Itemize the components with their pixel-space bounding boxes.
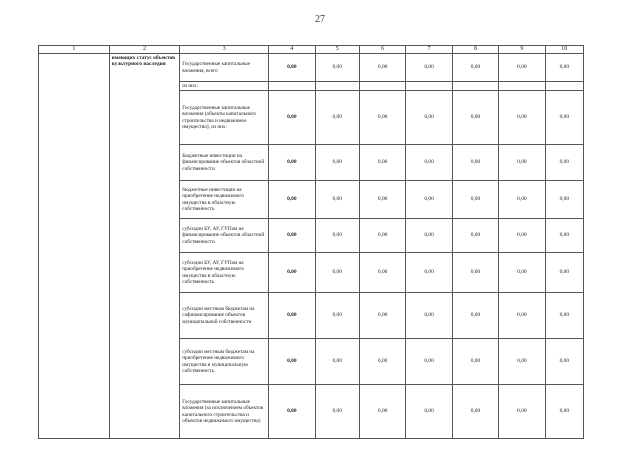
header-cell: 4 [269, 46, 315, 54]
value-cell: 0,00 [359, 181, 405, 219]
value-cell: 0,00 [406, 385, 452, 439]
value-cell: 0,00 [359, 253, 405, 293]
value-cell: 0,00 [452, 145, 498, 181]
value-cell: 0,00 [452, 181, 498, 219]
value-cell: 0,00 [545, 339, 583, 385]
value-cell: 0,00 [406, 91, 452, 145]
value-cell: 0,00 [269, 54, 315, 82]
header-cell: 6 [359, 46, 405, 54]
value-cell: 0,00 [315, 339, 359, 385]
value-cell: 0,00 [315, 293, 359, 339]
value-cell: 0,00 [499, 253, 545, 293]
header-cell: 8 [452, 46, 498, 54]
header-cell: 3 [180, 46, 269, 54]
value-cell: 0,00 [269, 219, 315, 253]
value-cell: 0,00 [499, 339, 545, 385]
row-label: Государственные капитальные вложения (за исключением объектов капитального строительства и объектов недвижимого имущества) [180, 385, 269, 439]
row-label: субсидии местным бюджетам на софинансирование объектов муниципальной собственности [180, 293, 269, 339]
object-label: имеющих статус объектов культурного наследия [109, 54, 180, 439]
investment-table [38, 45, 584, 439]
value-cell: 0,00 [545, 219, 583, 253]
value-cell: 0,00 [269, 385, 315, 439]
value-cell: 0,00 [315, 219, 359, 253]
value-cell: 0,00 [452, 385, 498, 439]
value-cell: 0,00 [545, 253, 583, 293]
value-cell: 0,00 [269, 181, 315, 219]
value-cell: 0,00 [359, 54, 405, 82]
value-cell: 0,00 [406, 293, 452, 339]
value-cell: 0,00 [269, 145, 315, 181]
value-cell: 0,00 [452, 91, 498, 145]
page-number: 27 [315, 14, 325, 25]
value-cell: 0,00 [359, 219, 405, 253]
value-cell: 0,00 [406, 181, 452, 219]
header-cell: 2 [109, 46, 180, 54]
value-cell: 0,00 [545, 181, 583, 219]
row-label: бюджетные инвестиции на приобретение недвижимого имущества в областную собственность [180, 181, 269, 219]
value-cell: 0,00 [452, 253, 498, 293]
value-cell: 0,00 [499, 91, 545, 145]
value-cell: 0,00 [406, 219, 452, 253]
value-cell: 0,00 [315, 253, 359, 293]
value-cell: 0,00 [315, 54, 359, 82]
value-cell: 0,00 [499, 145, 545, 181]
value-cell: 0,00 [545, 385, 583, 439]
header-cell: 9 [499, 46, 545, 54]
value-cell: 0,00 [315, 181, 359, 219]
value-cell: 0,00 [315, 385, 359, 439]
value-cell: 0,00 [269, 293, 315, 339]
value-cell: 0,00 [499, 181, 545, 219]
value-cell: 0,00 [269, 253, 315, 293]
value-cell: 0,00 [545, 91, 583, 145]
value-cell: 0,00 [499, 54, 545, 82]
value-cell: 0,00 [359, 385, 405, 439]
row-label: Государственные капитальные вложения, всего [180, 54, 269, 82]
row-label: субсидии БУ, АУ, ГУПам на финансирование объектов областной собственности [180, 219, 269, 253]
value-cell: 0,00 [315, 91, 359, 145]
row-label: субсидии БУ, АУ, ГУПам на приобретение недвижимого имущества в областную собственность [180, 253, 269, 293]
table-row [39, 54, 584, 82]
header-row [39, 46, 584, 54]
value-cell: 0,00 [499, 385, 545, 439]
value-cell: 0,00 [499, 293, 545, 339]
value-cell: 0,00 [406, 54, 452, 82]
value-cell: 0,00 [269, 339, 315, 385]
value-cell: 0,00 [406, 253, 452, 293]
value-cell: 0,00 [269, 91, 315, 145]
header-cell: 10 [545, 46, 583, 54]
header-cell: 5 [315, 46, 359, 54]
value-cell: 0,00 [359, 91, 405, 145]
row-label: субсидии местным бюджетам на приобретение недвижимого имущества в муниципальную собственность [180, 339, 269, 385]
empty-cell [39, 54, 110, 439]
value-cell: 0,00 [545, 145, 583, 181]
value-cell: 0,00 [452, 219, 498, 253]
value-cell: 0,00 [406, 339, 452, 385]
value-cell: 0,00 [359, 339, 405, 385]
header-cell: 1 [39, 46, 110, 54]
value-cell: 0,00 [315, 145, 359, 181]
value-cell: 0,00 [452, 293, 498, 339]
value-cell: 0,00 [359, 293, 405, 339]
value-cell: 0,00 [452, 54, 498, 82]
value-cell: 0,00 [359, 145, 405, 181]
value-cell: 0,00 [406, 145, 452, 181]
header-cell: 7 [406, 46, 452, 54]
value-cell: 0,00 [452, 339, 498, 385]
row-label: Бюджетные инвестиции на финансирование объектов областной собственности [180, 145, 269, 181]
row-label: Государственные капитальные вложения (объекты капитального строительства и недвижимое имущество), из них: [180, 91, 269, 145]
value-cell: 0,00 [545, 293, 583, 339]
value-cell: 0,00 [545, 54, 583, 82]
value-cell: 0,00 [499, 219, 545, 253]
row-label: из них: [180, 82, 269, 91]
